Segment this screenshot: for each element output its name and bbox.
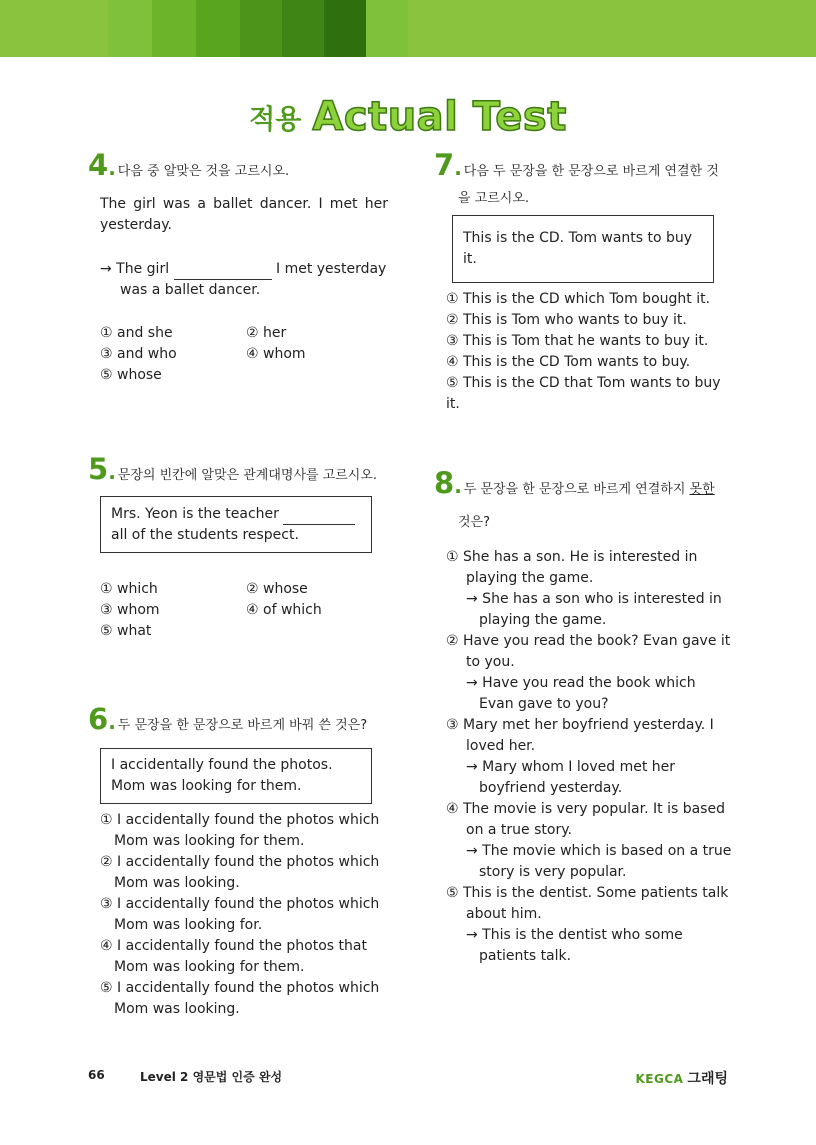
option[interactable]: ② Have you read the book? Evan gave it to you. → Have you read the book which Evan gave to you?: [446, 633, 731, 712]
question-number: 4: [88, 148, 109, 182]
option[interactable]: ④ of which: [246, 602, 322, 618]
question-prompt-2: 것은?: [458, 515, 491, 530]
sentence-box: Mrs. Yeon is the teacher all of the students respect.: [100, 496, 372, 553]
brand-logo: KEGCA 그래팅: [635, 1071, 728, 1087]
question-number: 8: [434, 466, 455, 500]
question-prompt: 두 문장을 한 문장으로 바르게 바꿔 쓴 것은?: [117, 718, 368, 733]
option[interactable]: ④ whom: [246, 346, 306, 362]
sentence-box: I accidentally found the photos. Mom was looking for them.: [100, 748, 372, 804]
option[interactable]: ② her: [246, 325, 287, 341]
question-8: 8 . 두 문장을 한 문장으로 바르게 연결하지 못한 것은? ① She has a son. He is interested in playing the game. → She has a son who is interested in playing the game. ② Have you read the book? Evan gave it to you. → Have you read the book which Evan gave to you? ③ Mary met her boyfriend yesterday. I loved her. → Mary whom I loved met her boyfriend yesterday. ④ The movie is very popular. It is based on a true story. → The movie which is based on a true story is very popular. ⑤ This is the dentist. Some patients talk about him. → This is the dentist who some patients talk.: [434, 470, 734, 967]
option[interactable]: ① This is the CD which Tom bought it.: [446, 291, 711, 307]
question-number: 7: [434, 148, 455, 182]
sentence-box: This is the CD. Tom wants to buy it.: [452, 215, 714, 283]
option[interactable]: ③ whom: [100, 602, 160, 618]
option[interactable]: ③ I accidentally found the photos which Mom was looking for.: [100, 896, 380, 933]
options: [100, 323, 388, 386]
option[interactable]: ① and she: [100, 325, 173, 341]
question-prompt-2: 을 고르시오.: [458, 191, 530, 206]
question-prompt: 문장의 빈칸에 알맞은 관계대명사를 고르시오.: [117, 468, 378, 483]
banner-stripe: [282, 0, 324, 57]
question-6: 6 . 두 문장을 한 문장으로 바르게 바꿔 쓴 것은? I accidentally found the photos. Mom was looking for them. ① I accidentally found the photos which Mom was looking for them. ② I accidentally found the photos which Mom was looking. ③ I accidentally found the photos which Mom was looking for. ④ I accidentally found the photos that Mom was looking for them. ⑤ I accidentally found the photos which Mom was looking.: [88, 706, 388, 1020]
question-4: 4 . 다음 중 알맞은 것을 고르시오. The girl was a ballet dancer. I met her yesterday. → The girl I met yesterday was a ballet dancer. ① and she ② her ③ and who ④ whom ⑤ whose: [88, 152, 388, 386]
option[interactable]: ④ This is the CD Tom wants to buy.: [446, 354, 691, 370]
option[interactable]: ③ Mary met her boyfriend yesterday. I loved her. → Mary whom I loved met her boyfriend yesterday.: [446, 717, 714, 796]
banner-stripe: [152, 0, 196, 57]
option[interactable]: ③ This is Tom that he wants to buy it.: [446, 333, 709, 349]
question-5: 5 . 문장의 빈칸에 알맞은 관계대명사를 고르시오. Mrs. Yeon is the teacher all of the students respect. ① which ② whose ③ whom ④ of which ⑤ what: [88, 456, 388, 642]
question-number: 6: [88, 702, 109, 736]
options: [434, 547, 734, 967]
banner-stripe: [196, 0, 240, 57]
options: [100, 810, 388, 1020]
banner-stripe: [108, 0, 152, 57]
banner-stripe: [240, 0, 282, 57]
option[interactable]: ⑤ This is the CD that Tom wants to buy it.: [446, 375, 721, 412]
question-number: 5: [88, 452, 109, 486]
banner-stripe: [366, 0, 408, 57]
underlined-word: 못한: [689, 482, 715, 497]
question-prompt: 두 문장을 한 문장으로 바르게 연결하지 못한: [463, 482, 715, 497]
top-banner: [0, 0, 816, 57]
options: [100, 579, 388, 642]
answer-blank: [174, 258, 272, 280]
answer-blank: [283, 503, 355, 525]
option[interactable]: ⑤ whose: [100, 367, 162, 383]
option[interactable]: ② I accidentally found the photos which Mom was looking.: [100, 854, 380, 891]
option[interactable]: ② whose: [246, 581, 308, 597]
option[interactable]: ② This is Tom who wants to buy it.: [446, 312, 687, 328]
option[interactable]: ⑤ what: [100, 623, 152, 639]
title-english: Actual Test: [312, 94, 567, 140]
option[interactable]: ① which: [100, 581, 158, 597]
option[interactable]: ① She has a son. He is interested in playing the game. → She has a son who is interested in playing the game.: [446, 549, 722, 628]
banner-stripe: [324, 0, 366, 57]
question-sentence: The girl was a ballet dancer. I met her yesterday.: [100, 196, 388, 233]
page-title: [0, 94, 816, 140]
arrow-line-2: was a ballet dancer.: [120, 282, 261, 298]
options: [446, 289, 734, 415]
question-prompt: 다음 중 알맞은 것을 고르시오.: [117, 164, 290, 179]
option[interactable]: ④ I accidentally found the photos that Mom was looking for them.: [100, 938, 367, 975]
option[interactable]: ⑤ This is the dentist. Some patients talk about him. → This is the dentist who some patients talk.: [446, 885, 729, 964]
question-prompt: 다음 두 문장을 한 문장으로 바르게 연결한 것: [463, 164, 719, 179]
book-title: Level 2 영문법 인증 완성: [140, 1070, 283, 1084]
arrow-line: → The girl I met yesterday: [100, 258, 388, 280]
title-korean: 적용: [249, 104, 302, 136]
page-number: 66: [88, 1068, 105, 1082]
option[interactable]: ④ The movie is very popular. It is based on a true story. → The movie which is based on a true story is very popular.: [446, 801, 732, 880]
question-7: 7 . 다음 두 문장을 한 문장으로 바르게 연결한 것 을 고르시오. This is the CD. Tom wants to buy it. ① This is the CD which Tom bought it. ② This is Tom who wants to buy it. ③ This is Tom that he wants to buy it. ④ This is the CD Tom wants to buy. ⑤ This is the CD that Tom wants to buy it.: [434, 152, 734, 415]
option[interactable]: ① I accidentally found the photos which Mom was looking for them.: [100, 812, 380, 849]
option[interactable]: ⑤ I accidentally found the photos which Mom was looking.: [100, 980, 380, 1017]
option[interactable]: ③ and who: [100, 346, 177, 362]
